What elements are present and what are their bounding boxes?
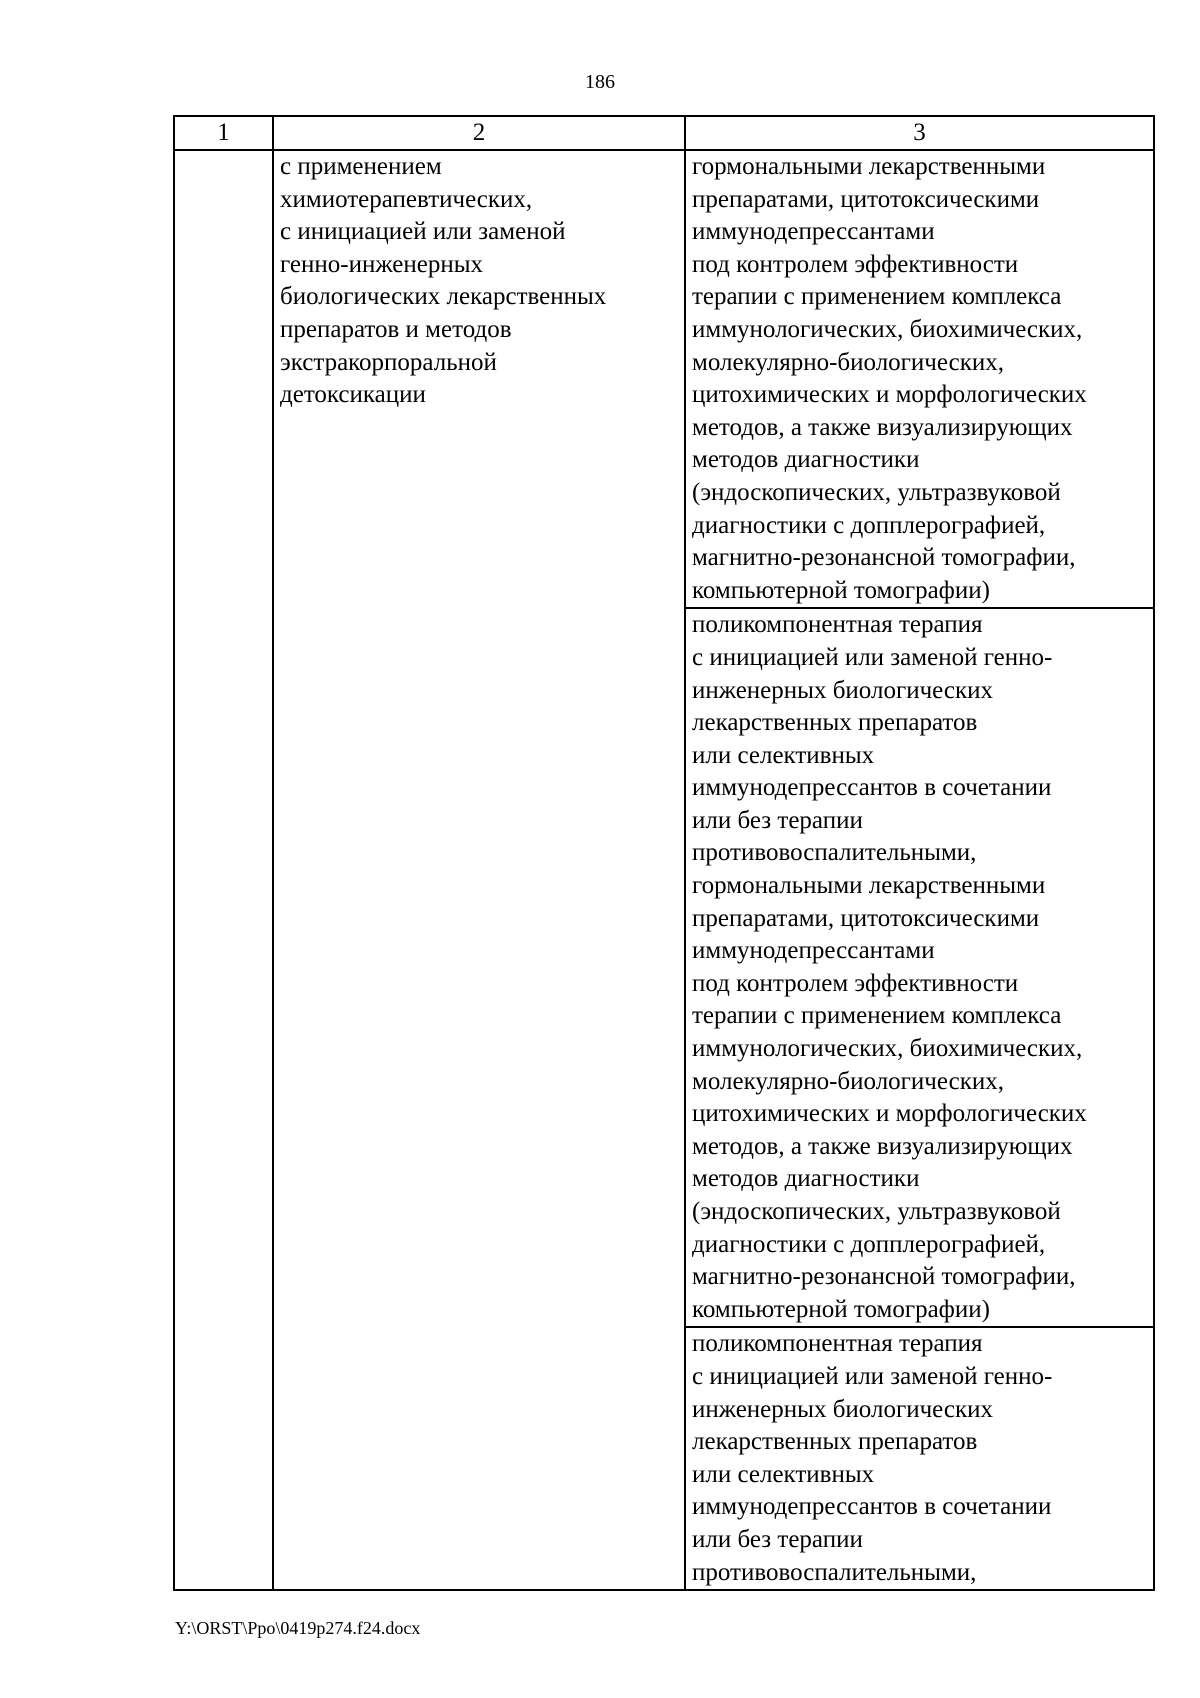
footer-file-path: Y:\ORST\Ppo\0419p274.f24.docx bbox=[175, 1618, 421, 1638]
column-3-cell: гормональными лекарственными препаратами, цитотоксическими иммунодепрессантами под контролем эффективности терапии с применением комплекса иммунологических, биохимических, молекулярно-биологических, цитохимических и морфологических методов, а также визуализирующих методов диагностики (эндоскопических, ультразвуковой диагностики с допплерографией, магнитно-резонансной томографии, компьютерной томографии) bbox=[685, 150, 1154, 608]
table-header-row bbox=[174, 116, 1154, 150]
page-number: 186 bbox=[585, 71, 615, 93]
treatment-table bbox=[173, 115, 1155, 1591]
table-row bbox=[174, 150, 1154, 608]
column-header-2: 2 bbox=[273, 116, 685, 150]
column-header-1: 1 bbox=[174, 116, 273, 150]
column-1-cell bbox=[174, 150, 273, 1590]
column-header-3: 3 bbox=[685, 116, 1154, 150]
column-3-cell: поликомпонентная терапия с инициацией или заменой генно- инженерных биологических лекарственных препаратов или селективных иммунодепрессантов в сочетании или без терапии противовоспалительными, гормональными лекарственными препаратами, цитотоксическими иммунодепрессантами под контролем эффективности терапии с применением комплекса иммунологических, биохимических, молекулярно-биологических, цитохимических и морфологических методов, а также визуализирующих методов диагностики (эндоскопических, ультразвуковой диагностики с допплерографией, магнитно-резонансной томографии, компьютерной томографии) bbox=[685, 608, 1154, 1327]
column-3-cell: поликомпонентная терапия с инициацией или заменой генно- инженерных биологических лекарственных препаратов или селективных иммунодепрессантов в сочетании или без терапии противовоспалительными, bbox=[685, 1327, 1154, 1590]
column-2-cell: с применением химиотерапевтических, с инициацией или заменой генно-инженерных биологических лекарственных препаратов и методов экстракорпоральной детоксикации bbox=[273, 150, 685, 1590]
